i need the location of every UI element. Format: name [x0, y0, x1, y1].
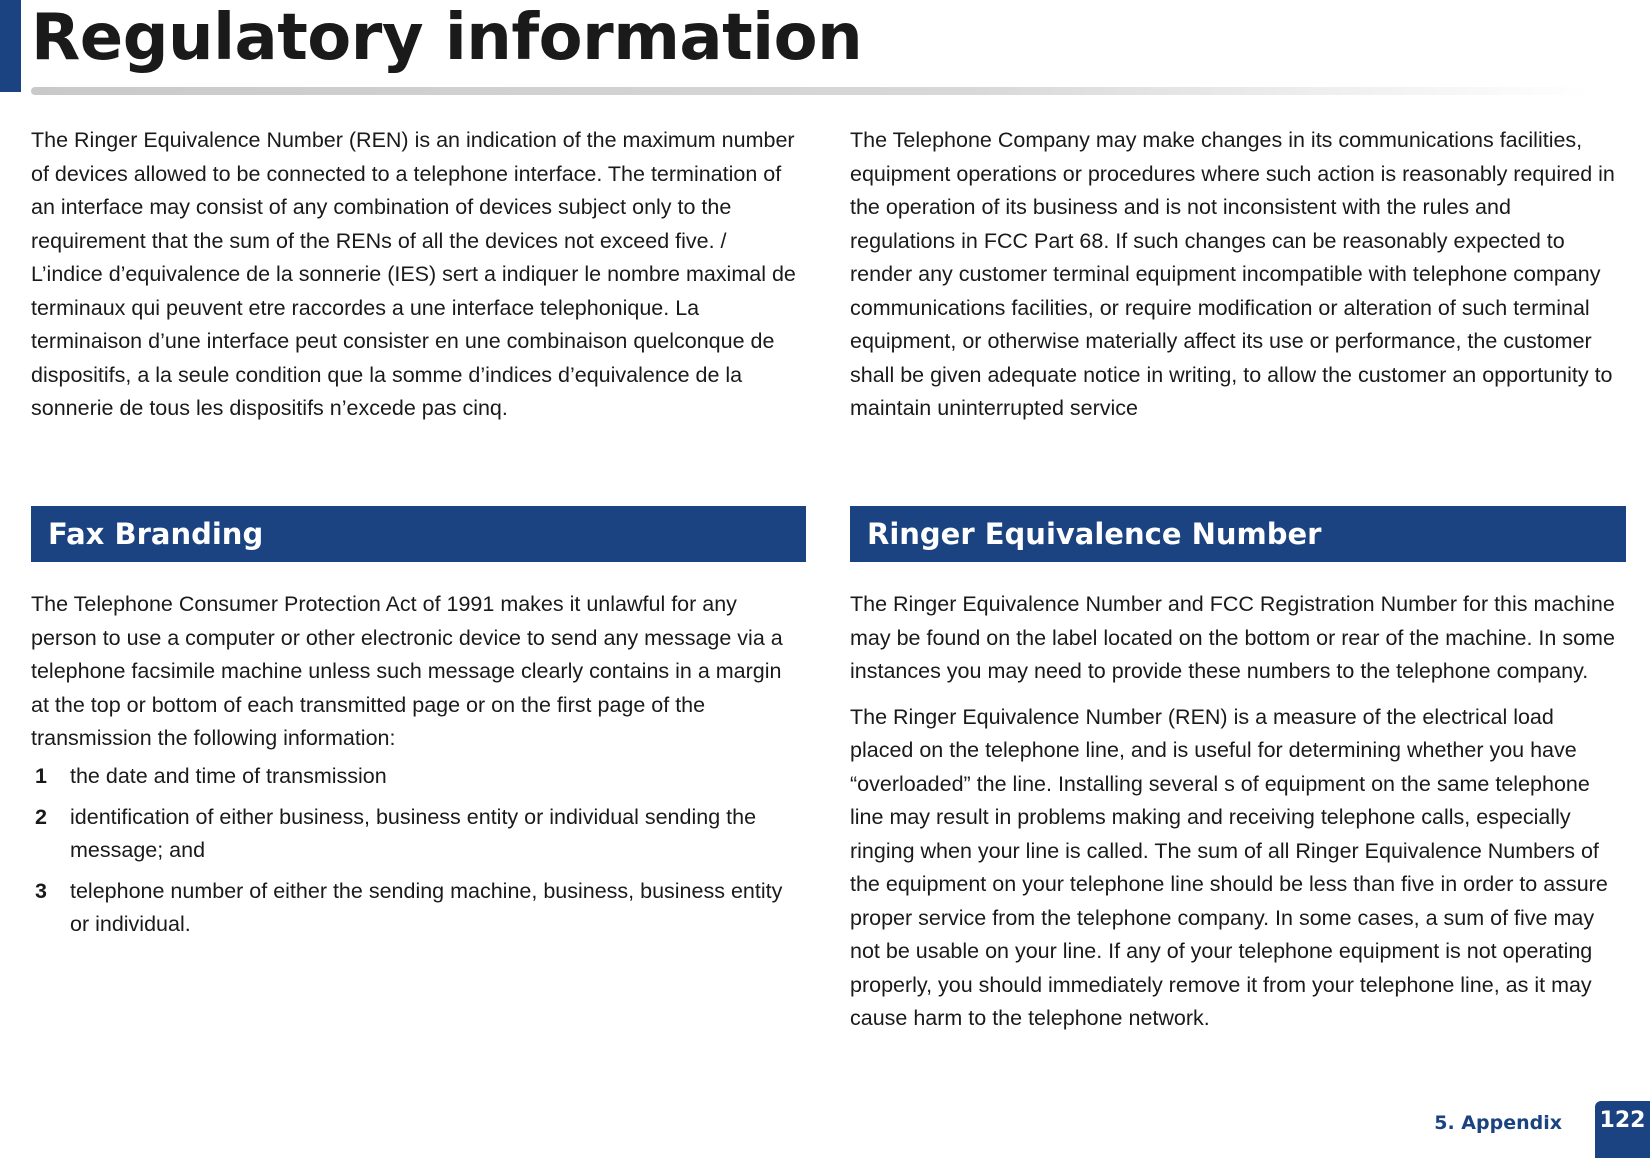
list-item	[31, 875, 801, 941]
ringer-equivalence-content	[850, 588, 1620, 1036]
ren-label-paragraph: The Ringer Equivalence Number and FCC Registration Number for this machine may be found on the label located on the bottom or rear of the machine. In some instances you may need to provide these numbers to the telephone company.	[850, 592, 1615, 683]
list-item-number: 1	[35, 763, 47, 788]
title-underline	[31, 87, 1591, 95]
section-header-ringer-equivalence: Ringer Equivalence Number	[850, 506, 1626, 562]
page-number-badge: 122	[1595, 1101, 1650, 1158]
ren-intro-paragraph: The Ringer Equivalence Number (REN) is an indication of the maximum number of devices allowed to be connected to a telephone interface. The termination of an interface may consist of any combination of devices subject only to the requirement that the sum of the RENs of all the devices not exceed five. / L’indice d’equivalence de la sonnerie (IES) sert a indiquer le nombre maximal de terminaux qui peuvent etre raccordes a une interface telephonique. La terminaison d’une interface peut consister en une combinaison quelconque de dispositifs, a la seule condition que la somme d’indices d’equivalence de la sonnerie de tous les dispositifs n’excede pas cinq.	[31, 128, 796, 420]
left-intro-block	[31, 124, 801, 426]
list-item	[31, 801, 801, 867]
list-item-text: identification of either business, business entity or individual sending the message; and	[70, 804, 757, 862]
page-title: Regulatory information	[31, 1, 863, 75]
list-item-text: the date and time of transmission	[70, 763, 387, 788]
fax-branding-paragraph: The Telephone Consumer Protection Act of 1991 makes it unlawful for any person to use a computer or other electronic device to send any message via a telephone facsimile machine unless such message clearly contains in a margin at the top or bottom of each transmitted page or on the first page of the transmission the following information:	[31, 592, 783, 750]
section-header-fax-branding: Fax Branding	[31, 506, 806, 562]
list-item-number: 2	[35, 804, 47, 829]
fax-branding-content	[31, 588, 801, 949]
list-item-text: telephone number of either the sending machine, business, business entity or individual.	[70, 878, 783, 936]
list-item-number: 3	[35, 878, 47, 903]
title-accent-bar	[0, 0, 21, 92]
footer-section-label: 5. Appendix	[1434, 1112, 1562, 1134]
fax-branding-list	[31, 760, 801, 941]
right-intro-block	[850, 124, 1620, 426]
telephone-company-paragraph: The Telephone Company may make changes in its communications facilities, equipment operations or procedures where such action is reasonably required in the operation of its business and is not inconsistent with the rules and regulations in FCC Part 68. If such changes can be reasonably expected to render any customer terminal equipment incompatible with telephone company communications facilities, or require modification or alteration of such terminal equipment, or otherwise materially affect its use or performance, the customer shall be given adequate notice in writing, to allow the customer an opportunity to maintain uninterrupted service	[850, 128, 1615, 420]
list-item	[31, 760, 801, 793]
ren-measure-paragraph: The Ringer Equivalence Number (REN) is a measure of the electrical load placed on the telephone line, and is useful for determining whether you have “overloaded” the line. Installing several s of equipment on the same telephone line may result in problems making and receiving telephone calls, especially ringing when your line is called. The sum of all Ringer Equivalence Numbers of the equipment on your telephone line should be less than five in order to assure proper service from the telephone company. In some cases, a sum of five may not be usable on your line. If any of your telephone equipment is not operating properly, you should immediately remove it from your telephone line, as it may cause harm to the telephone network.	[850, 704, 1608, 1030]
